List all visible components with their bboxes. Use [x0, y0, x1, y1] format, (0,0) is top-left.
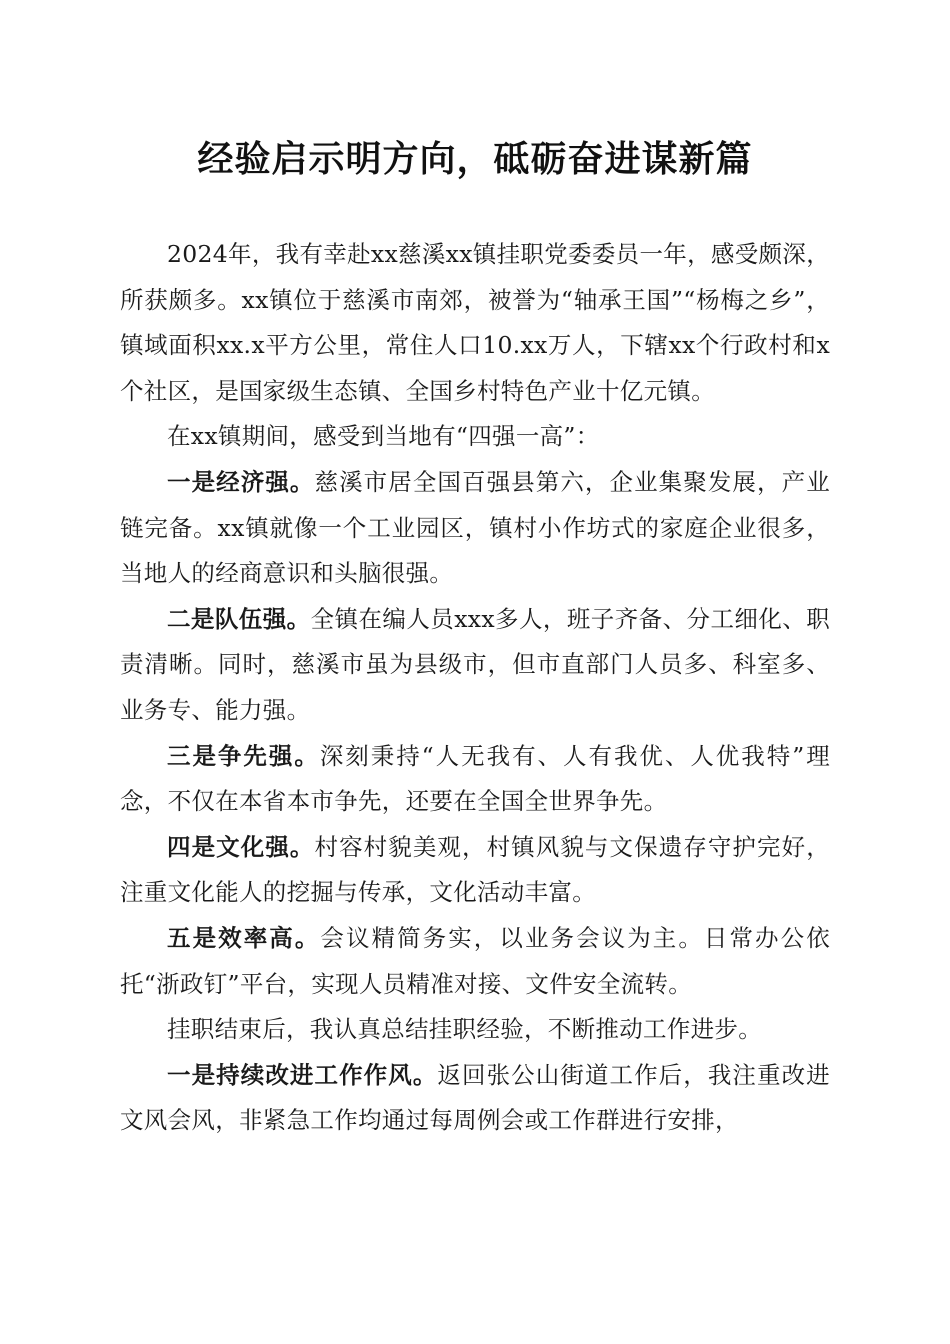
paragraph-lead: 三是争先强。 [167, 741, 320, 770]
paragraph-text: 返回张公山街道工作后，我注重改进文风会风，非紧急工作均通过每周例会或工作群进行安排， [120, 1060, 830, 1135]
paragraph-efficiency [120, 916, 830, 1007]
paragraph-excellence [120, 734, 830, 825]
paragraph-text: 慈溪市居全国百强县第六，企业集聚发展，产业链完备。xx镇就像一个工业园区，镇村小作坊式的家庭企业很多，当地人的经商意识和头脑很强。 [120, 467, 830, 588]
document-body [120, 232, 830, 1144]
paragraph-lead: 五是效率高。 [167, 923, 321, 952]
paragraph-work-style [120, 1053, 830, 1144]
paragraph-intro [120, 232, 830, 414]
paragraph-text: 村容村貌美观，村镇风貌与文保遗存守护完好，注重文化能人的挖掘与传承，文化活动丰富。 [120, 832, 830, 907]
paragraph-text: 深刻秉持“人无我有、人有我优、人优我特”理念，不仅在本省本市争先，还要在全国全世界争先。 [120, 741, 830, 816]
paragraph-text: 挂职结束后，我认真总结挂职经验，不断推动工作进步。 [167, 1015, 762, 1044]
paragraph-lead: 一是经济强。 [167, 467, 315, 496]
paragraph-team [120, 597, 830, 734]
document-title: 经验启示明方向，砥砺奋进谋新篇 [197, 138, 753, 180]
paragraph-text: 全镇在编人员xxx多人，班子齐备、分工细化、职责清晰。同时，慈溪市虽为县级市，但市直部门人员多、科室多、业务专、能力强。 [120, 604, 830, 724]
paragraph-four-strengths [120, 414, 830, 460]
paragraph-lead: 四是文化强。 [167, 832, 315, 861]
paragraph-culture [120, 825, 830, 916]
paragraph-text: 在xx镇期间，感受到当地有“四强一高”： [167, 422, 600, 451]
paragraph-text: 会议精简务实，以业务会议为主。日常办公依托“浙政钉”平台，实现人员精准对接、文件安全流转。 [120, 923, 830, 998]
paragraph-summary [120, 1007, 830, 1053]
paragraph-lead: 一是持续改进工作作风。 [167, 1060, 438, 1089]
paragraph-lead: 二是队伍强。 [167, 604, 311, 633]
paragraph-economy [120, 460, 830, 597]
paragraph-text: 2024年，我有幸赴xx慈溪xx镇挂职党委委员一年，感受颇深，所获颇多。xx镇位于慈溪市南郊，被誉为“轴承王国”“杨梅之乡”，镇域面积xx.x平方公里，常住人口10.xx万人，下辖xx个行政村和x个社区，是国家级生态镇、全国乡村特色产业十亿元镇。 [120, 240, 830, 405]
